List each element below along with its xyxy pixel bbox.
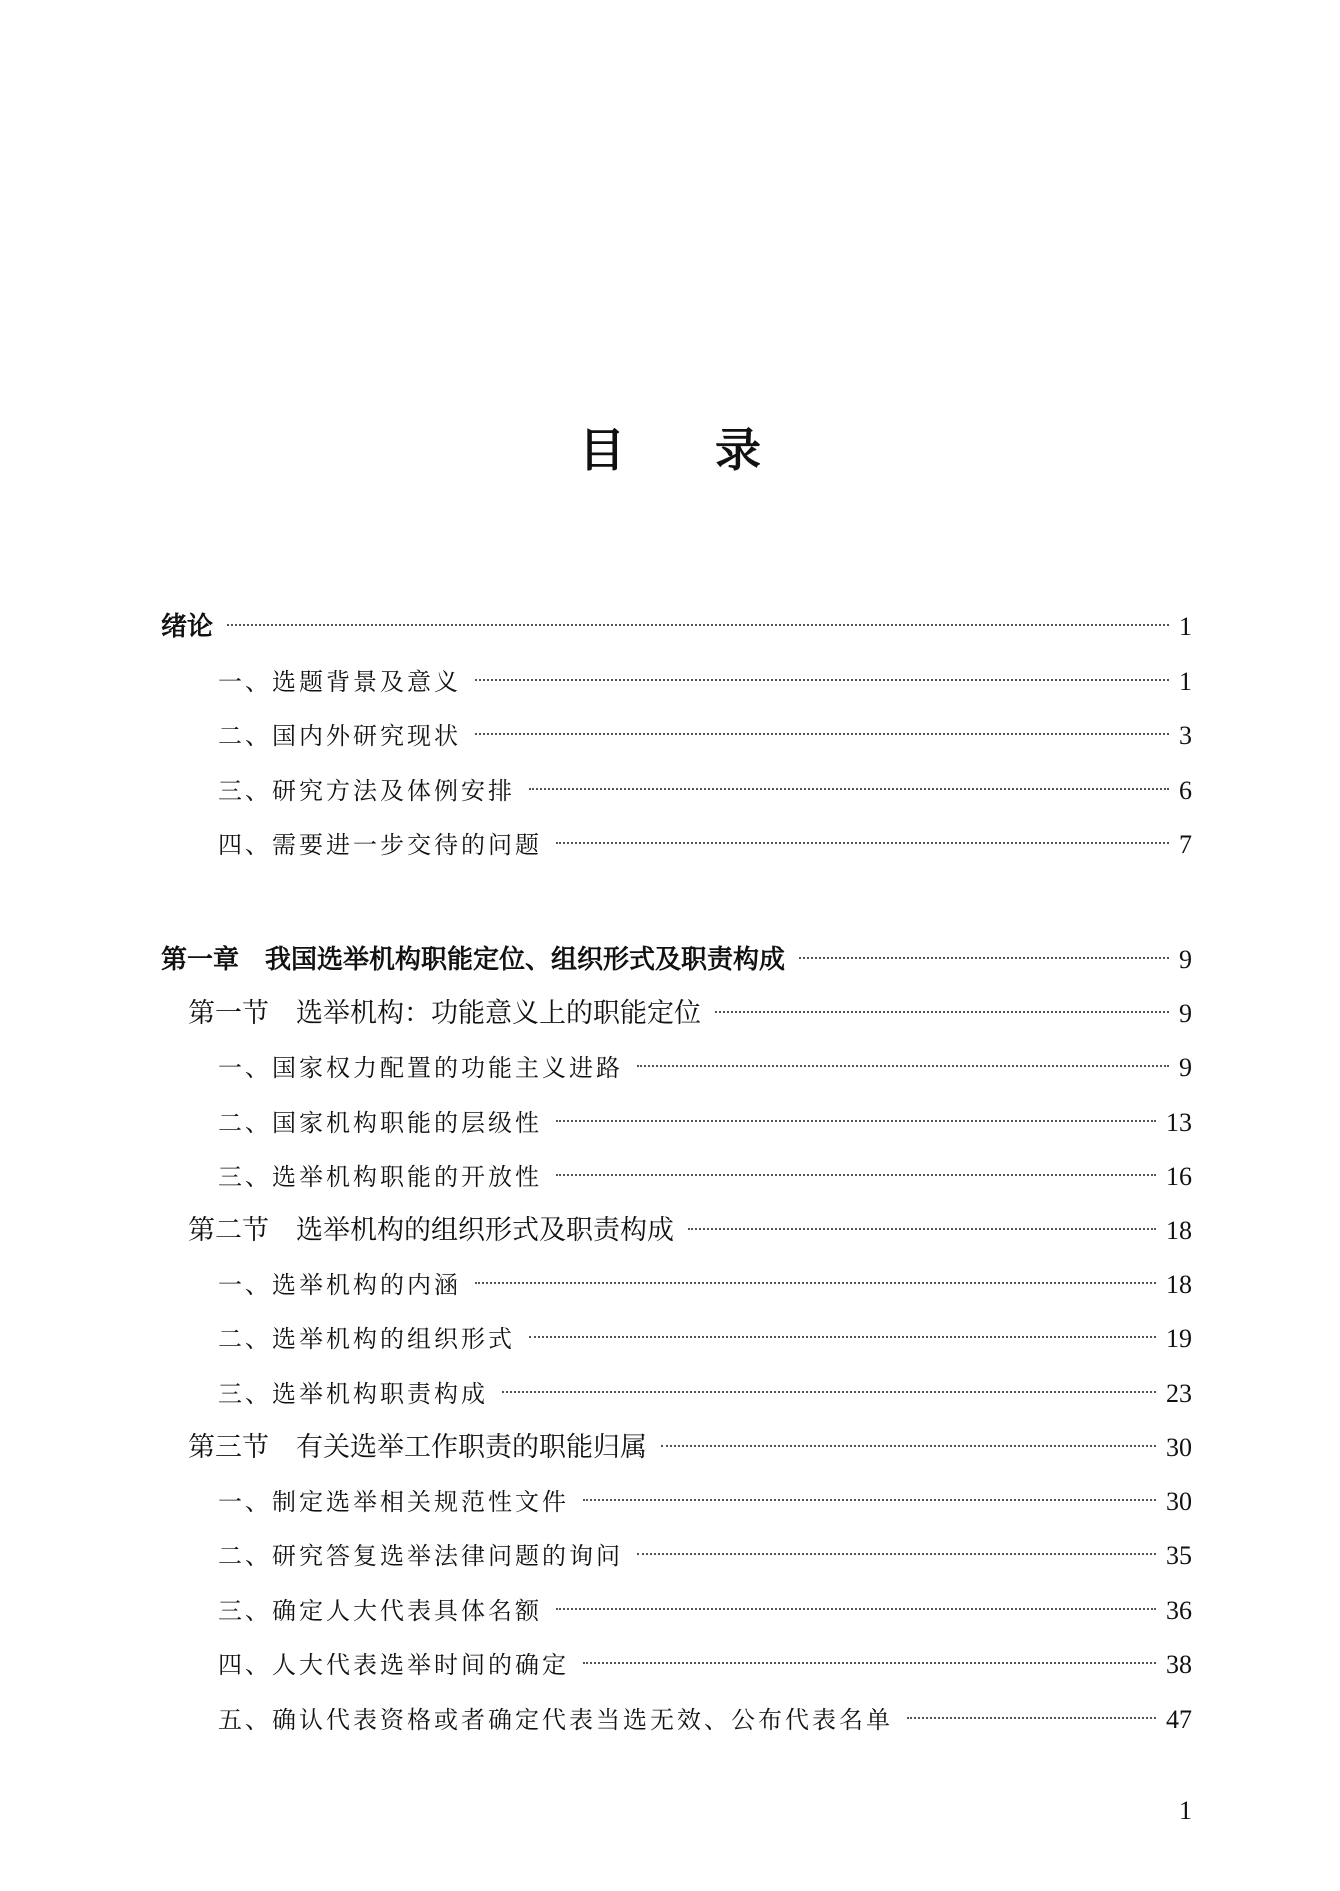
toc-entry-label: 二、研究答复选举法律问题的询问 xyxy=(218,1542,623,1570)
toc-entry-page-number: 3 xyxy=(1179,721,1192,750)
toc-entry-label: 三、确定人大代表具体名额 xyxy=(218,1597,542,1625)
toc-subsection-entry xyxy=(218,716,1192,756)
toc-subsection-entry xyxy=(218,1700,1192,1740)
toc-dot-leader xyxy=(661,1445,1156,1447)
toc-entry-label: 第二节 选举机构的组织形式及职责构成 xyxy=(188,1215,674,1246)
toc-entry-page-number: 6 xyxy=(1179,776,1192,805)
toc-entry-page-number: 30 xyxy=(1166,1487,1192,1516)
toc-dot-leader xyxy=(502,1391,1156,1393)
toc-subsection-entry xyxy=(218,825,1192,865)
page-title: 目录 xyxy=(579,423,851,477)
toc-entry-page-number: 30 xyxy=(1166,1433,1192,1462)
toc-entry-page-number: 18 xyxy=(1166,1216,1192,1245)
toc-entry-label: 五、确认代表资格或者确定代表当选无效、公布代表名单 xyxy=(218,1706,893,1734)
toc-subsection-entry xyxy=(218,1482,1192,1522)
toc-entry-page-number: 9 xyxy=(1179,999,1192,1028)
toc-dot-leader xyxy=(556,842,1169,844)
toc-subsection-entry xyxy=(218,1157,1192,1197)
toc-dot-leader xyxy=(637,1065,1169,1067)
toc-entry-page-number: 13 xyxy=(1166,1108,1192,1137)
toc-dot-leader xyxy=(475,679,1169,681)
toc-entry-page-number: 1 xyxy=(1179,612,1192,641)
toc-subsection-entry xyxy=(218,1374,1192,1414)
toc-entry-label: 二、国家机构职能的层级性 xyxy=(218,1109,542,1137)
toc-dot-leader xyxy=(583,1662,1156,1664)
toc-subsection-entry xyxy=(218,1591,1192,1631)
toc-entry-page-number: 18 xyxy=(1166,1270,1192,1299)
toc-subsection-entry xyxy=(218,662,1192,702)
toc-entry-label: 一、选题背景及意义 xyxy=(218,668,461,696)
toc-dot-leader xyxy=(637,1553,1156,1555)
toc-entry-page-number: 23 xyxy=(1166,1379,1192,1408)
toc-entry-page-number: 36 xyxy=(1166,1596,1192,1625)
toc-entry-page-number: 19 xyxy=(1166,1324,1192,1353)
toc-subsection-entry xyxy=(218,1536,1192,1576)
toc-section-entry xyxy=(188,994,1192,1034)
toc-entry-label: 一、制定选举相关规范性文件 xyxy=(218,1488,569,1516)
toc-dot-leader xyxy=(556,1174,1156,1176)
toc-dot-leader xyxy=(799,957,1169,959)
toc-entry-label: 三、研究方法及体例安排 xyxy=(218,777,515,805)
toc-section-entry xyxy=(188,1211,1192,1251)
toc-entry-page-number: 35 xyxy=(1166,1541,1192,1570)
toc-chapter-entry xyxy=(161,607,1192,647)
toc-entry-label: 一、选举机构的内涵 xyxy=(218,1271,461,1299)
toc-subsection-entry xyxy=(218,1048,1192,1088)
toc-subsection-entry xyxy=(218,1645,1192,1685)
toc-entry-page-number: 16 xyxy=(1166,1162,1192,1191)
toc-entry-label: 第一节 选举机构：功能意义上的职能定位 xyxy=(188,998,701,1029)
toc-entry-label: 四、需要进一步交待的问题 xyxy=(218,831,542,859)
toc-dot-leader xyxy=(227,624,1169,626)
toc-dot-leader xyxy=(688,1228,1156,1230)
toc-entry-page-number: 47 xyxy=(1166,1705,1192,1734)
toc-dot-leader xyxy=(556,1608,1156,1610)
toc-entry-label: 三、选举机构职责构成 xyxy=(218,1380,488,1408)
toc-entry-label: 绪论 xyxy=(161,612,214,642)
toc-subsection-entry xyxy=(218,1265,1192,1305)
toc-entry-label: 二、国内外研究现状 xyxy=(218,722,461,750)
toc-section-entry xyxy=(188,1428,1192,1468)
page-number: 1 xyxy=(1179,1796,1192,1825)
toc-dot-leader xyxy=(715,1011,1169,1013)
toc-entry-label: 第三节 有关选举工作职责的职能归属 xyxy=(188,1432,647,1463)
toc-subsection-entry xyxy=(218,1103,1192,1143)
toc-entry-page-number: 9 xyxy=(1179,945,1192,974)
toc-entry-page-number: 1 xyxy=(1179,667,1192,696)
toc-entry-label: 一、国家权力配置的功能主义进路 xyxy=(218,1054,623,1082)
toc-dot-leader xyxy=(475,1282,1156,1284)
toc-dot-leader xyxy=(583,1499,1156,1501)
toc-entry-label: 四、人大代表选举时间的确定 xyxy=(218,1651,569,1679)
toc-subsection-entry xyxy=(218,1319,1192,1359)
toc-entry-label: 二、选举机构的组织形式 xyxy=(218,1325,515,1353)
toc-dot-leader xyxy=(529,788,1169,790)
toc-dot-leader xyxy=(475,733,1169,735)
toc-entry-page-number: 7 xyxy=(1179,830,1192,859)
toc-subsection-entry xyxy=(218,771,1192,811)
toc-chapter-entry xyxy=(161,940,1192,980)
toc-entry-label: 第一章 我国选举机构职能定位、组织形式及职责构成 xyxy=(161,945,786,975)
toc-dot-leader xyxy=(529,1336,1156,1338)
toc-entry-label: 三、选举机构职能的开放性 xyxy=(218,1163,542,1191)
toc-entry-page-number: 9 xyxy=(1179,1053,1192,1082)
toc-dot-leader xyxy=(907,1717,1156,1719)
toc-entry-page-number: 38 xyxy=(1166,1650,1192,1679)
toc-dot-leader xyxy=(556,1120,1156,1122)
